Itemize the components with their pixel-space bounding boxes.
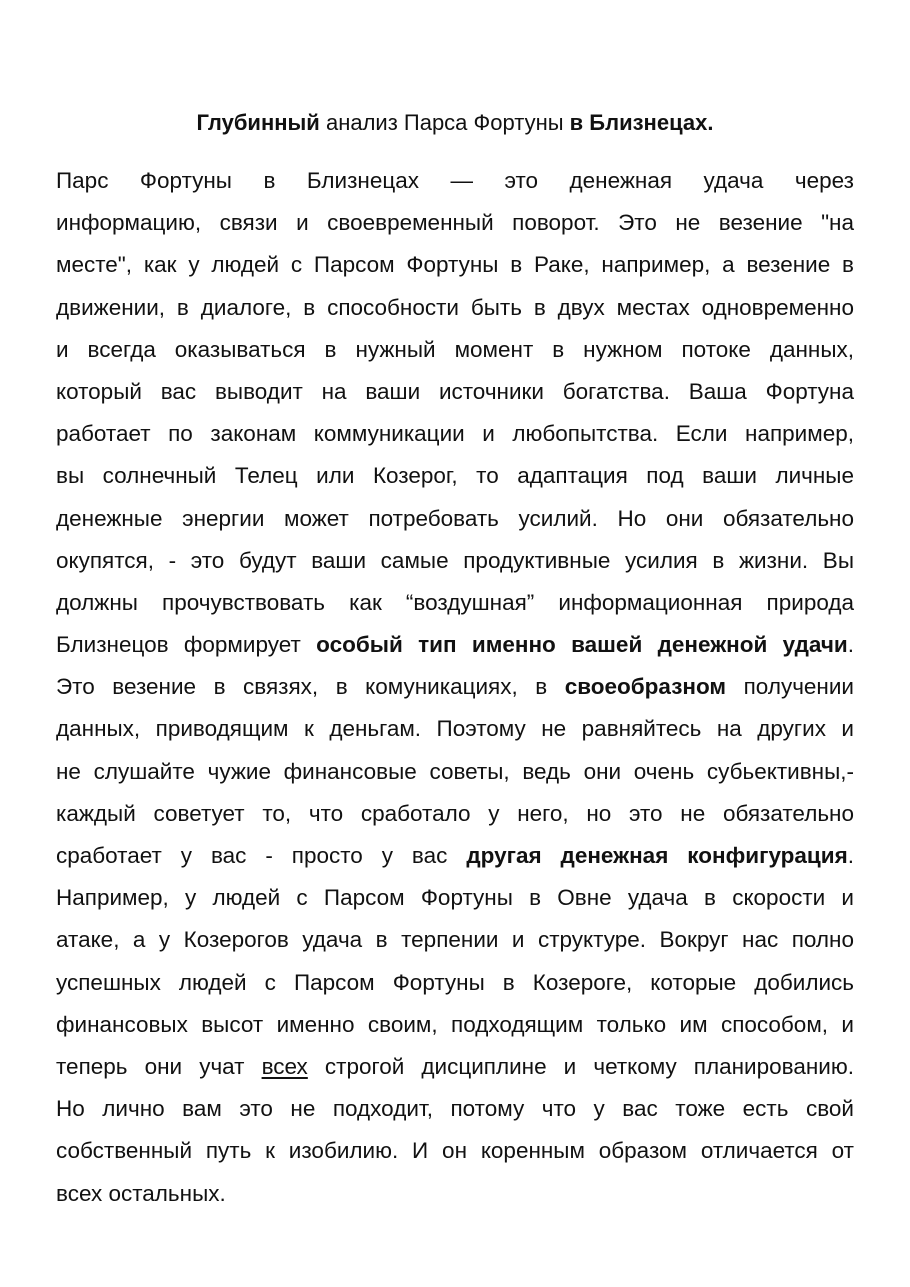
text-segment: данных, приводящим к деньгам. Поэтому не равняйтесь на других и bbox=[56, 716, 854, 742]
text-line bbox=[56, 287, 854, 329]
text-segment: который вас выводит на ваши источники богатства. Ваша Фортуна bbox=[56, 378, 854, 404]
text-segment: Близнецов формирует bbox=[56, 632, 317, 658]
text-line bbox=[56, 244, 854, 286]
text-segment: строгой дисциплине и четкому планированию. bbox=[307, 1053, 854, 1079]
text-line bbox=[56, 1088, 854, 1130]
text-line bbox=[56, 1046, 854, 1088]
text-line bbox=[56, 1004, 854, 1046]
text-line bbox=[56, 877, 854, 919]
text-segment: Это везение в связях, в комуникациях, в bbox=[56, 674, 565, 700]
text-segment: всех остальных. bbox=[56, 1180, 226, 1206]
text-segment: Парс Фортуны в Близнецах — это денежная удача через bbox=[56, 168, 854, 193]
title-bold-end: в Близнецах. bbox=[569, 110, 714, 135]
text-segment: вы солнечный Телец или Козерог, то адаптация под ваши личные bbox=[56, 463, 854, 489]
text-segment: финансовых высот именно своим, подходящим только им способом, и bbox=[56, 1011, 854, 1037]
text-segment: окупятся, - это будут ваши самые продуктивные усилия в жизни. Вы bbox=[56, 547, 854, 573]
text-line bbox=[56, 751, 854, 793]
text-segment: денежные энергии может потребовать усилий. Но они обязательно bbox=[56, 505, 854, 531]
text-line bbox=[56, 455, 854, 497]
text-line bbox=[56, 413, 854, 455]
title-bold-start: Глубинный bbox=[196, 110, 320, 135]
text-line bbox=[56, 540, 854, 582]
text-segment: . bbox=[847, 632, 854, 658]
text-line bbox=[56, 1173, 854, 1215]
text-segment: каждый советует то, что сработало у него, но это не обязательно bbox=[56, 800, 854, 826]
text-line bbox=[56, 202, 854, 244]
body-paragraph bbox=[56, 160, 854, 1215]
text-line bbox=[56, 624, 854, 666]
text-line bbox=[56, 582, 854, 624]
text-segment: должны прочувствовать как “воздушная” информационная природа bbox=[56, 589, 854, 615]
text-line bbox=[56, 793, 854, 835]
text-line bbox=[56, 666, 854, 708]
bold-phrase: своеобразном bbox=[564, 674, 727, 700]
text-line bbox=[56, 498, 854, 540]
bold-phrase: другая денежная конфигурация bbox=[466, 843, 848, 868]
text-segment: работает по законам коммуникации и любопытства. Если например, bbox=[56, 421, 854, 447]
text-line bbox=[56, 371, 854, 413]
text-segment: Но лично вам это не подходит, потому что у вас тоже есть свой bbox=[56, 1096, 854, 1122]
text-segment: теперь они учат bbox=[56, 1053, 262, 1079]
text-line bbox=[56, 708, 854, 750]
text-segment: получении bbox=[726, 674, 854, 700]
bold-phrase: особый тип именно вашей денежной удачи bbox=[316, 632, 848, 658]
text-line bbox=[56, 160, 854, 202]
text-segment: не слушайте чужие финансовые советы, ведь они очень субьективны,- bbox=[56, 758, 854, 784]
text-segment: собственный путь к изобилию. И он коренным образом отличается от bbox=[56, 1138, 854, 1164]
text-segment: месте", как у людей с Парсом Фортуны в Раке, например, а везение в bbox=[56, 252, 854, 278]
text-segment: сработает у вас - просто у вас bbox=[56, 843, 467, 868]
text-segment: информацию, связи и своевременный поворот. Это не везение "на bbox=[56, 210, 854, 236]
page-title bbox=[0, 109, 910, 137]
title-middle: анализ Парса Фортуны bbox=[319, 110, 570, 135]
text-line bbox=[56, 329, 854, 371]
text-segment: Например, у людей с Парсом Фортуны в Овне удача в скорости и bbox=[56, 885, 854, 911]
text-segment: . bbox=[847, 843, 854, 868]
text-line bbox=[56, 1130, 854, 1172]
underlined-word: всех bbox=[261, 1053, 308, 1079]
text-segment: успешных людей с Парсом Фортуны в Козероге, которые добились bbox=[56, 969, 854, 995]
text-line bbox=[56, 919, 854, 961]
text-segment: атаке, а у Козерогов удача в терпении и структуре. Вокруг нас полно bbox=[56, 927, 854, 953]
text-line bbox=[56, 962, 854, 1004]
text-segment: движении, в диалоге, в способности быть в двух местах одновременно bbox=[56, 294, 854, 320]
text-line bbox=[56, 835, 854, 877]
text-segment: и всегда оказываться в нужный момент в нужном потоке данных, bbox=[56, 336, 854, 362]
